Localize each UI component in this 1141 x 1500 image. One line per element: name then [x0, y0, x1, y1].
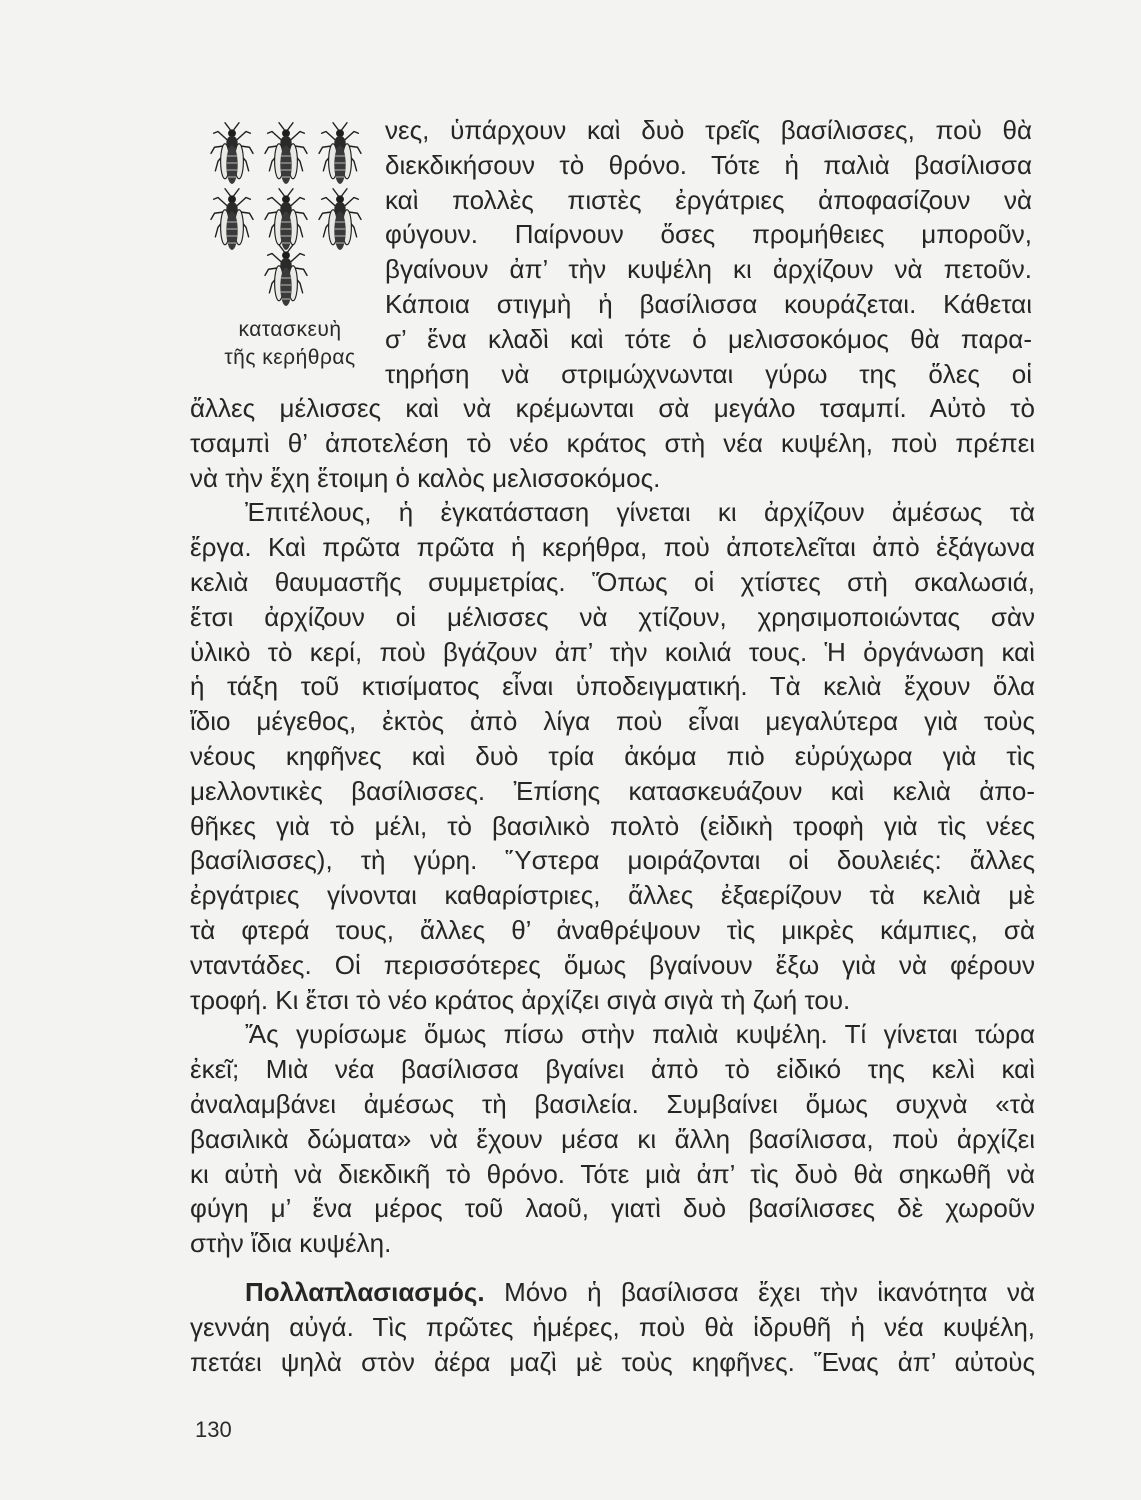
text-line: Ἄς γυρίσωμε ὅμως πίσω στὴν παλιὰ κυψέλη. Τί γίνεται τώρα: [245, 1019, 1035, 1050]
main-text-block: [190, 391, 1035, 1379]
text-line: ἔτσι ἀρχίζουν οἱ μέλισσες νὰ χτίζουν, χρησιμοποιώντας σὰν: [190, 601, 1035, 632]
text-line: βασίλισσες), τὴ γύρη. Ὕστερα μοιράζονται οἱ δουλειές: ἄλλες: [190, 845, 1035, 876]
comb-building-illustration: [200, 118, 380, 318]
text-line: ἄλλες μέλισσες καὶ νὰ κρέμωνται σὰ μεγάλο τσαμπί. Αὐτὸ τὸ: [190, 393, 1035, 423]
caption-line: κατασκευὴ: [238, 318, 342, 341]
text-line: ἀναλαμβάνει ἀμέσως τὴ βασιλεία. Συμβαίνει ὅμως συχνὰ «τὰ: [190, 1088, 1035, 1119]
text-line: νὰ τὴν ἔχη ἕτοιμη ὁ καλὸς μελισσοκόμος.: [190, 462, 661, 493]
text-line: ὑλικὸ τὸ κερί, ποὺ βγάζουν ἀπ’ τὴν κοιλιά τους. Ἡ ὀργάνωση καὶ: [190, 636, 1035, 667]
text-line: ἡ τάξη τοῦ κτισίματος εἶναι ὑποδειγματική. Τὰ κελιὰ ἔχουν ὅλα: [190, 671, 1035, 702]
paragraph: [190, 1017, 1035, 1261]
text-line: βγαίνουν ἀπ’ τὴν κυψέλη κι ἀρχίζουν νὰ πετοῦν.: [385, 254, 1032, 285]
bee-icon: [319, 123, 361, 184]
text-line: ἐργάτριες γίνονται καθαρίστριες, ἄλλες ἐξαερίζουν τὰ κελιὰ μὲ: [190, 880, 1035, 911]
section-heading: Πολλαπλασιασμός.: [245, 1276, 485, 1307]
paragraph: [190, 495, 1035, 1017]
text-line: κελιὰ θαυμαστῆς συμμετρίας. Ὅπως οἱ χτίστες στὴ σκαλωσιά,: [190, 566, 1035, 597]
text-line: τηρήση νὰ στριμώχνωνται γύρω της ὅλες οἱ: [385, 358, 1032, 389]
text-line: Κάποια στιγμὴ ἡ βασίλισσα κουράζεται. Κάθεται: [385, 288, 1032, 319]
text-line: βασιλικὰ δώματα» νὰ ἔχουν μέσα κι ἄλλη βασίλισσα, ποὺ ἀρχίζει: [190, 1123, 1035, 1154]
text-line: κι αὐτὴ νὰ διεκδικῆ τὸ θρόνο. Τότε μιὰ ἀπ’ τὶς δυὸ θὰ σηκωθῆ νὰ: [190, 1158, 1035, 1189]
page-number: 130: [195, 1417, 232, 1442]
bee-icon: [319, 189, 361, 250]
text-line: Ἐπιτέλους, ἡ ἐγκατάσταση γίνεται κι ἀρχίζουν ἀμέσως τὰ: [245, 497, 1035, 528]
text-line: τροφή. Κι ἔτσι τὸ νέο κράτος ἀρχίζει σιγὰ σιγὰ τὴ ζωή του.: [190, 984, 851, 1015]
text-line: νέους κηφῆνες καὶ δυὸ τρία ἀκόμα πιὸ εὐρύχωρα γιὰ τὶς: [190, 740, 1035, 771]
text-line: μελλοντικὲς βασίλισσες. Ἐπίσης κατασκευάζουν καὶ κελιὰ ἀπο-: [190, 775, 1035, 806]
text-line: ἐκεῖ; Μιὰ νέα βασίλισσα βγαίνει ἀπὸ τὸ εἰδικό της κελὶ καὶ: [190, 1054, 1035, 1085]
text-line: νες, ὑπάρχουν καὶ δυὸ τρεῖς βασίλισσες, ποὺ θὰ: [385, 115, 1032, 145]
text-line: νταντάδες. Οἱ περισσότερες ὅμως βγαίνουν ἔξω γιὰ νὰ φέρουν: [190, 949, 1035, 980]
text-line: σ’ ἕνα κλαδὶ καὶ τότε ὁ μελισσοκόμος θὰ παρα-: [385, 323, 1032, 354]
text-line: φύγη μ’ ἕνα μέρος τοῦ λαοῦ, γιατὶ δυὸ βασίλισσες δὲ χωροῦν: [190, 1193, 1035, 1224]
text-line: ἔργα. Καὶ πρῶτα πρῶτα ἡ κερήθρα, ποὺ ἀποτελεῖται ἀπὸ ἑξάγωνα: [190, 532, 1035, 563]
text-line-content: Μόνο ἡ βασίλισσα ἔχει τὴν ἱκανότητα νὰ: [504, 1276, 1035, 1307]
text-line: θῆκες γιὰ τὸ μέλι, τὸ βασιλικὸ πολτὸ (εἰδικὴ τροφὴ γιὰ τὶς νέες: [190, 810, 1035, 841]
bee-icon: [265, 245, 307, 306]
text-line: τσαμπὶ θ’ ἀποτελέση τὸ νέο κράτος στὴ νέα κυψέλη, ποὺ πρέπει: [190, 427, 1035, 458]
paragraph: [190, 1275, 1035, 1379]
text-line: ἴδιο μέγεθος, ἐκτὸς ἀπὸ λίγα ποὺ εἶναι μεγαλύτερα γιὰ τοὺς: [190, 706, 1035, 737]
bee-icon: [265, 123, 307, 184]
paragraph: [190, 391, 1035, 495]
text-line: στὴν ἴδια κυψέλη.: [190, 1228, 392, 1259]
bee-icon: [211, 123, 253, 184]
text-line: τὰ φτερά τους, ἄλλες θ’ ἀναθρέψουν τὶς μικρὲς κάμπιες, σὰ: [190, 914, 1035, 945]
caption-line: τῆς κερήθρας: [224, 346, 356, 369]
text-line: φύγουν. Παίρνουν ὅσες προμήθειες μποροῦν,: [385, 219, 1032, 250]
bee-icon: [265, 189, 307, 250]
text-line: γεννάη αὐγά. Τὶς πρῶτες ἡμέρες, ποὺ θὰ ἱδρυθῆ ἡ νέα κυψέλη,: [190, 1311, 1035, 1342]
illustration-caption: [200, 316, 380, 372]
text-line: καὶ πολλὲς πιστὲς ἐργάτριες ἀποφασίζουν νὰ: [385, 184, 1032, 215]
text-line: [190, 1275, 1035, 1310]
text-line: διεκδικήσουν τὸ θρόνο. Τότε ἡ παλιὰ βασίλισσα: [385, 149, 1032, 180]
wrapped-text-block: [385, 113, 1032, 391]
bee-icon: [211, 189, 253, 250]
text-line: πετάει ψηλὰ στὸν ἀέρα μαζὶ μὲ τοὺς κηφῆνες. Ἕνας ἀπ’ αὐτοὺς: [190, 1346, 1035, 1377]
